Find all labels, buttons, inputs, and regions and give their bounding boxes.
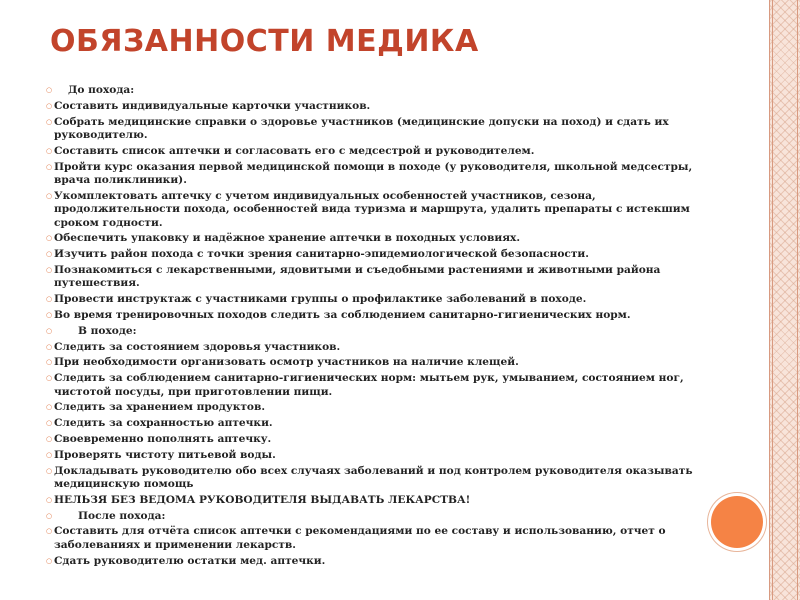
list-item-text: Следить за хранением продуктов.	[54, 401, 266, 414]
bullet-icon: ○	[46, 311, 53, 319]
bullet-icon: ○	[46, 556, 53, 565]
list-item-text: Познакомиться с лекарственными, ядовитыми и съедобными растениями и животными района путешествия.	[54, 264, 661, 290]
list-item-text: Следить за соблюдением санитарно-гигиенических норм: мытьем рук, умыванием, состоянием ног, чистотой посуды, при приготовлении пищи.	[54, 372, 684, 398]
list-item	[46, 100, 696, 113]
bullet-icon: ○	[46, 266, 53, 274]
list-item	[46, 433, 696, 446]
bullet-icon: ○	[46, 162, 53, 171]
bullet-icon: ○	[46, 250, 53, 259]
list-item	[46, 449, 696, 462]
list-item-text: До похода:	[68, 84, 135, 96]
bullet-icon: ○	[46, 191, 53, 200]
bullet-icon: ○	[46, 295, 53, 304]
bullet-icon: ○	[46, 358, 53, 367]
section-heading	[46, 84, 696, 97]
bullet-icon: ○	[46, 466, 53, 475]
list-item-text: НЕЛЬЗЯ БЕЗ ВЕДОМА РУКОВОДИТЕЛЯ ВЫДАВАТЬ ЛЕКАРСТВА!	[54, 493, 471, 506]
list-item-text: Докладывать руководителю обо всех случаях заболеваний и под контролем руководителя оказывать медицинскую помощь	[54, 464, 693, 490]
decorative-orange-circle	[711, 496, 763, 548]
decorative-side-band	[770, 0, 800, 600]
list-item	[46, 525, 696, 552]
list-item-text: Следить за сохранностью аптечки.	[54, 417, 273, 430]
band-border-line	[797, 0, 798, 600]
bullet-icon: ○	[46, 495, 53, 504]
slide-title: ОБЯЗАННОСТИ МЕДИКА	[50, 24, 479, 59]
list-item	[46, 494, 696, 507]
list-item	[46, 161, 696, 188]
list-item	[46, 145, 696, 158]
list-item	[46, 190, 696, 230]
bullet-icon: ○	[46, 234, 53, 243]
list-item-text: Изучить район похода с точки зрения санитарно-эпидемиологической безопасности.	[54, 248, 589, 261]
list-item-text: В походе:	[78, 324, 137, 337]
bullet-icon: ○	[46, 450, 53, 459]
section-heading	[46, 325, 696, 338]
list-item-text: Составить для отчёта список аптечки с рекомендациями по ее составу и использованию, отчет о заболеваниях и применении лекарств.	[54, 525, 666, 551]
bullet-icon: ○	[46, 326, 53, 335]
list-item	[46, 116, 696, 143]
list-item-text: Укомплектовать аптечку с учетом индивидуальных особенностей участников, сезона, продолжительности похода, особенностей вида туризма и маршрута, удалить препараты с истекшим сроком годности.	[54, 189, 690, 229]
list-item	[46, 341, 696, 354]
list-item	[46, 232, 696, 245]
list-item	[46, 401, 696, 414]
bullet-icon: ○	[46, 117, 53, 126]
list-item-text: После похода:	[78, 509, 166, 522]
list-item	[46, 417, 696, 430]
bullet-icon: ○	[46, 342, 53, 351]
list-item-text: При необходимости организовать осмотр участников на наличие клещей.	[54, 356, 519, 369]
bullet-list	[46, 84, 696, 570]
bullet-icon: ○	[46, 374, 53, 383]
list-item-text: Составить индивидуальные карточки участников.	[54, 99, 371, 112]
list-item-text: Составить список аптечки и согласовать его с медсестрой и руководителем.	[54, 144, 535, 157]
section-heading	[46, 510, 696, 523]
list-item-text: Сдать руководителю остатки мед. аптечки.	[54, 554, 326, 567]
list-item	[46, 293, 696, 306]
list-item	[46, 309, 696, 322]
band-border-line	[769, 0, 770, 600]
bullet-icon: ○	[46, 511, 53, 520]
band-border-line	[772, 0, 773, 600]
bullet-icon: ○	[46, 146, 53, 155]
list-item	[46, 372, 696, 399]
list-item	[46, 555, 696, 568]
bullet-icon: ○	[46, 403, 53, 412]
list-item	[46, 356, 696, 369]
list-item	[46, 465, 696, 492]
list-item	[46, 248, 696, 261]
bullet-icon: ○	[46, 86, 53, 94]
bullet-icon: ○	[46, 419, 53, 428]
bullet-icon: ○	[46, 527, 53, 536]
bullet-icon: ○	[46, 434, 53, 443]
list-item-text: Провести инструктаж с участниками группы о профилактике заболеваний в походе.	[54, 293, 587, 306]
list-item-text: Собрать медицинские справки о здоровье участников (медицинские допуски на поход) и сдать их руководителю.	[54, 115, 669, 141]
list-item-text: Следить за состоянием здоровья участников.	[54, 340, 341, 353]
list-item-text: Обеспечить упаковку и надёжное хранение аптечки в походных условиях.	[54, 232, 521, 245]
list-item-text: Во время тренировочных походов следить за соблюдением санитарно-гигиенических норм.	[54, 309, 631, 321]
list-item-text: Своевременно пополнять аптечку.	[54, 432, 272, 445]
bullet-icon: ○	[46, 101, 53, 110]
list-item-text: Проверять чистоту питьевой воды.	[54, 448, 276, 461]
list-item	[46, 264, 696, 291]
list-item-text: Пройти курс оказания первой медицинской помощи в походе (у руководителя, школьной медсестры, врача поликлиники).	[54, 160, 693, 186]
